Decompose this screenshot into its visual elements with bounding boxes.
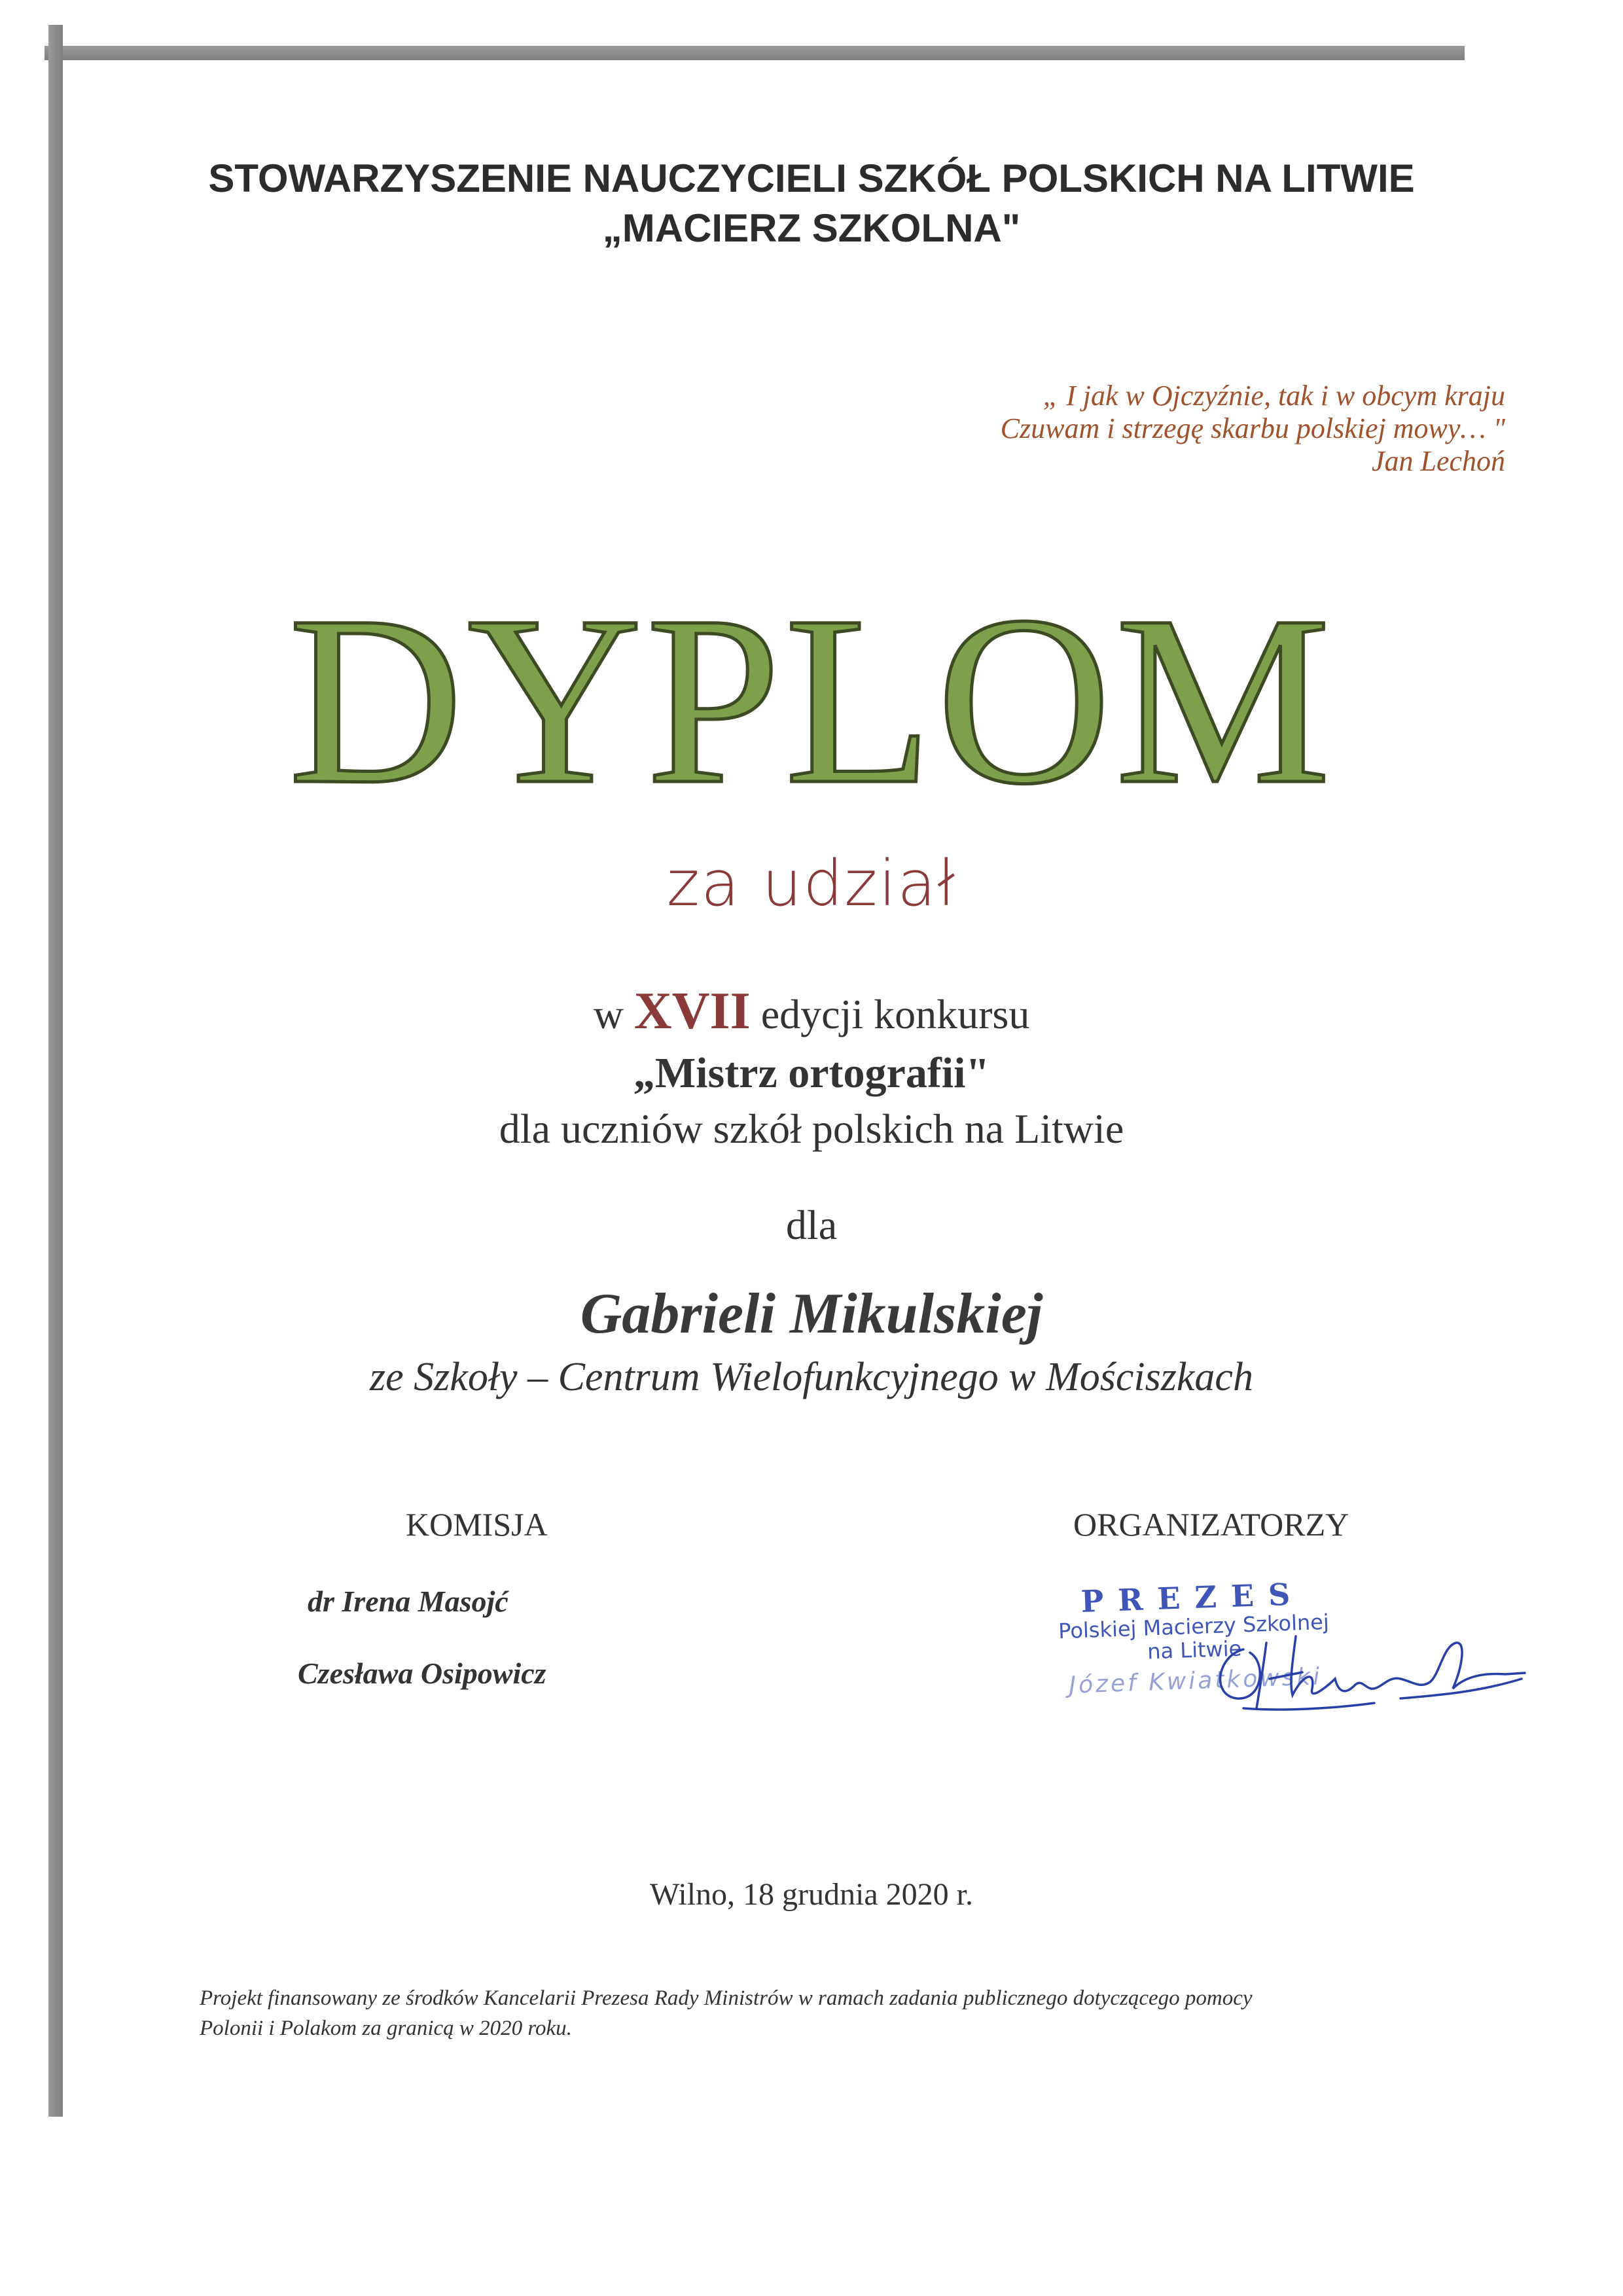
issue-date: Wilno, 18 grudnia 2020 r. xyxy=(649,1877,973,1912)
recipient-prefix: dla xyxy=(785,1202,838,1248)
commission-heading: KOMISJA xyxy=(406,1506,548,1543)
commission-member-2: Czesława Osipowicz xyxy=(298,1657,546,1690)
recipient-school: ze Szkoły – Centrum Wielofunkcyjnego w Mościszkach xyxy=(370,1355,1253,1399)
stamp-person: Józef Kwiatkowski xyxy=(1068,1663,1323,1699)
frame-top-bar xyxy=(45,46,1465,60)
commission-member-1: dr Irena Masojć xyxy=(308,1585,508,1618)
edition-prefix: w xyxy=(593,991,634,1037)
contest-name: „Mistrz ortografii" xyxy=(633,1049,990,1097)
stamp-organization: Polskiej Macierzy Szkolnej xyxy=(1058,1609,1330,1644)
motto-line-1: „ I jak w Ojczyźnie, tak i w obcym kraju xyxy=(1043,380,1505,412)
edition-suffix: edycji konkursu xyxy=(750,991,1030,1037)
motto-line-2: Czuwam i strzegę skarbu polskiej mowy… " xyxy=(1000,412,1505,444)
stamp-title: PREZES xyxy=(1080,1576,1306,1619)
edition-line xyxy=(0,982,1623,1041)
signature-stroke xyxy=(1221,1636,1525,1710)
recipient-name: Gabrieli Mikulskiej xyxy=(580,1282,1043,1346)
handwritten-signature xyxy=(1204,1617,1531,1721)
organization-line-1: STOWARZYSZENIE NAUCZYCIELI SZKÓŁ POLSKICH NA LITWIE xyxy=(208,156,1415,200)
funding-note-line-1: Projekt finansowany ze środków Kancelarii Prezesa Rady Ministrów w ramach zadania publicznego dotyczącego pomocy xyxy=(200,1986,1253,2010)
diploma-title: DYPLOM xyxy=(288,566,1335,834)
stamp-location: na Litwie xyxy=(1147,1636,1242,1664)
organization-line-2: „MACIERZ SZKOLNA" xyxy=(602,206,1021,250)
organizers-heading: ORGANIZATORZY xyxy=(1073,1506,1349,1543)
funding-note-line-2: Polonii i Polakom za granicą w 2020 roku. xyxy=(200,2017,572,2040)
contest-audience: dla uczniów szkół polskich na Litwie xyxy=(499,1105,1124,1152)
funding-note xyxy=(200,1983,1443,2043)
motto-author: Jan Lechoń xyxy=(1371,445,1505,477)
diploma-subtitle: za udział xyxy=(666,847,957,920)
motto xyxy=(1001,380,1505,478)
organization-name xyxy=(0,154,1623,253)
edition-number: XVII xyxy=(633,982,751,1040)
